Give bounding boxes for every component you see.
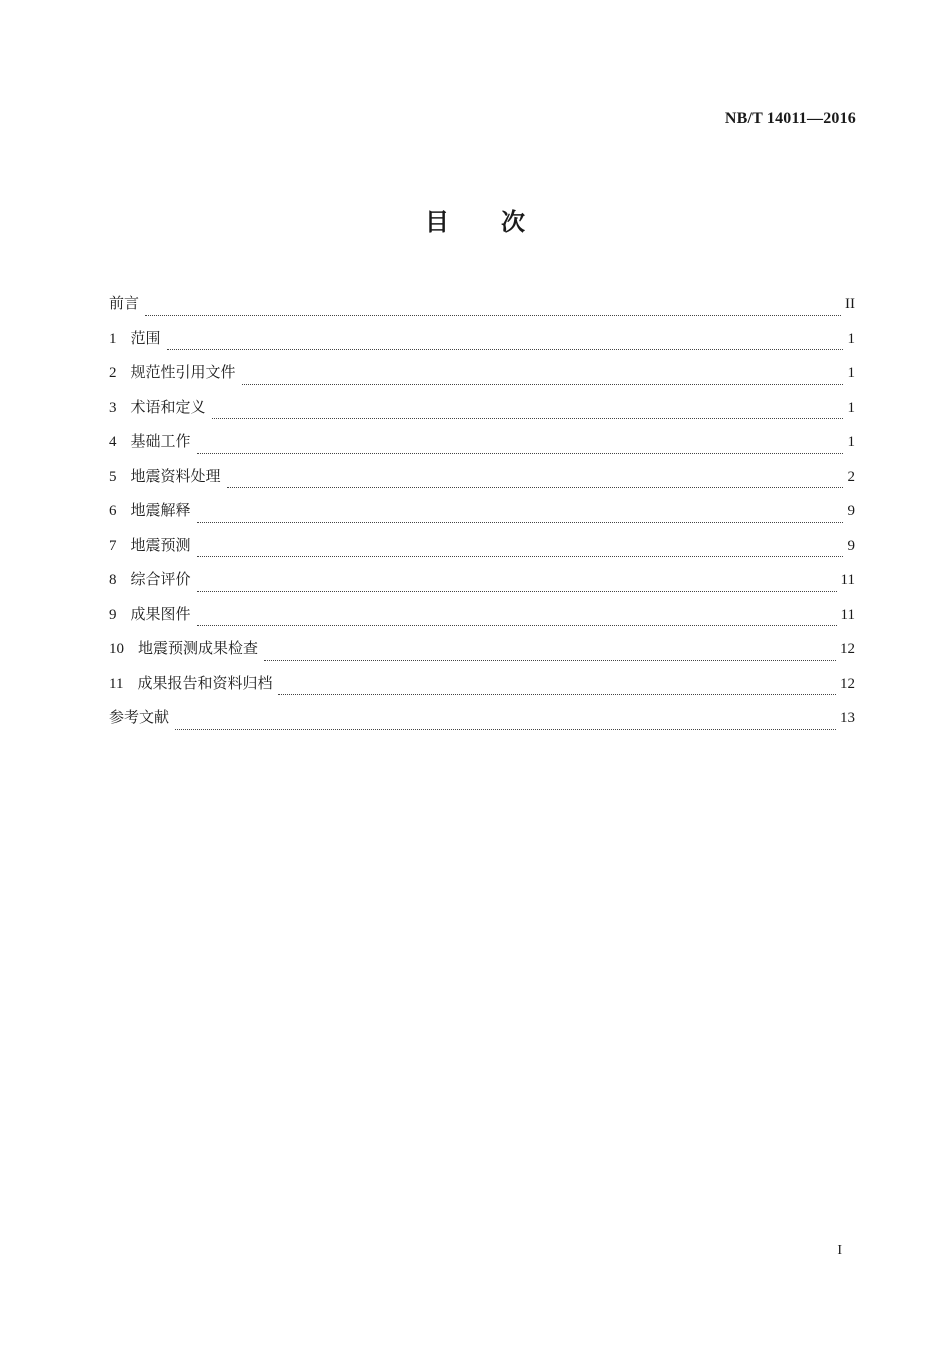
table-of-contents — [109, 292, 855, 741]
toc-entry[interactable] — [109, 637, 855, 672]
toc-entry-label: 地震资料处理 — [130, 466, 221, 485]
toc-entry-number: 7 — [109, 537, 117, 554]
toc-entry-page: 13 — [840, 710, 855, 726]
toc-entry-label: 前言 — [109, 294, 140, 312]
toc-entry[interactable] — [109, 465, 855, 500]
toc-entry-number: 4 — [109, 434, 117, 450]
toc-entry-label: 参考文献 — [109, 708, 170, 726]
toc-dot-leader — [167, 349, 843, 350]
page-number: I — [837, 1243, 842, 1258]
toc-dot-leader — [197, 625, 837, 626]
toc-entry[interactable] — [109, 499, 855, 534]
toc-entry-label: 地震预测成果检查 — [138, 639, 259, 657]
toc-entry-label: 成果报告和资料归档 — [137, 673, 273, 692]
toc-entry[interactable] — [109, 672, 855, 707]
toc-entry[interactable] — [109, 534, 855, 569]
toc-dot-leader — [197, 591, 837, 592]
toc-entry-page: 9 — [847, 503, 855, 519]
toc-entry-page: II — [845, 296, 855, 312]
toc-entry-label: 地震解释 — [130, 501, 191, 519]
toc-entry-label: 地震预测 — [130, 535, 191, 554]
toc-dot-leader — [242, 384, 843, 385]
toc-entry-label: 术语和定义 — [130, 397, 206, 416]
toc-entry-label: 规范性引用文件 — [130, 363, 236, 381]
toc-entry[interactable] — [109, 430, 855, 465]
toc-entry[interactable] — [109, 292, 855, 327]
toc-dot-leader — [145, 315, 841, 316]
toc-entry-page: 11 — [840, 606, 855, 623]
toc-dot-leader — [278, 694, 836, 695]
toc-dot-leader — [227, 487, 843, 488]
toc-entry-number: 8 — [109, 572, 117, 588]
toc-entry-page: 1 — [847, 365, 855, 381]
toc-entry-page: 1 — [847, 330, 855, 347]
toc-entry-label: 成果图件 — [130, 604, 191, 623]
toc-dot-leader — [197, 522, 843, 523]
toc-entry-page: 9 — [847, 537, 855, 554]
toc-entry-label: 综合评价 — [130, 570, 191, 588]
toc-entry-number: 11 — [109, 675, 124, 692]
toc-dot-leader — [212, 418, 843, 419]
toc-entry[interactable] — [109, 603, 855, 638]
toc-entry-page: 2 — [847, 468, 855, 485]
toc-entry-number: 6 — [109, 503, 117, 519]
toc-entry-page: 12 — [840, 675, 855, 692]
toc-entry[interactable] — [109, 327, 855, 362]
toc-title: 目次 — [425, 208, 577, 236]
toc-dot-leader — [197, 556, 843, 557]
toc-entry-page: 1 — [847, 434, 855, 450]
toc-entry-number: 5 — [109, 468, 117, 485]
toc-entry-page: 1 — [847, 399, 855, 416]
toc-entry[interactable] — [109, 568, 855, 603]
toc-entry-page: 11 — [840, 572, 855, 588]
standard-number: NB/T 14011—2016 — [724, 110, 856, 127]
toc-dot-leader — [264, 660, 836, 661]
toc-dot-leader — [175, 729, 836, 730]
toc-entry-number: 9 — [109, 606, 117, 623]
toc-entry[interactable] — [109, 396, 855, 431]
toc-entry-number: 3 — [109, 399, 117, 416]
toc-entry-number: 10 — [109, 641, 124, 657]
toc-entry-number: 2 — [109, 365, 117, 381]
toc-entry[interactable] — [109, 361, 855, 396]
toc-dot-leader — [197, 453, 843, 454]
toc-entry-label: 基础工作 — [130, 432, 191, 450]
toc-entry-label: 范围 — [130, 328, 161, 347]
toc-entry-page: 12 — [840, 641, 855, 657]
toc-entry-number: 1 — [109, 330, 117, 347]
toc-entry[interactable] — [109, 706, 855, 741]
